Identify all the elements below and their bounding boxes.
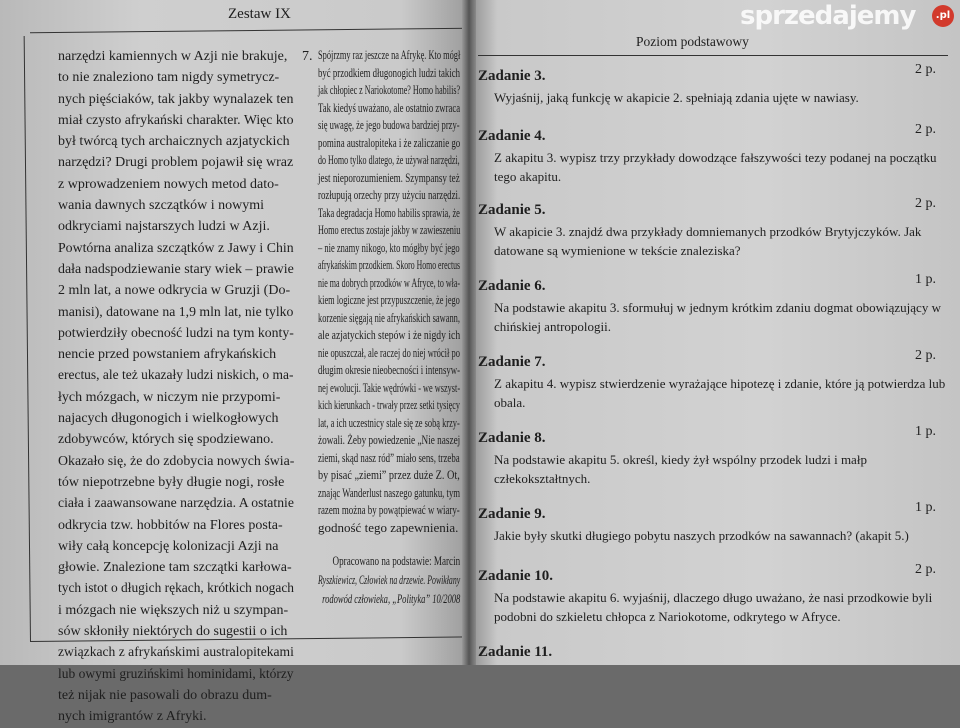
task-title: Zadanie 9.: [478, 506, 546, 522]
task-points: 2 p.: [915, 62, 936, 77]
task-text: Na podstawie akapitu 6. wyjaśnij, dlaczego długo uważano, że nasi przodkowie byli podobni do szkieletu chłopca z Nariokotome, odkrytego w Afryce.: [494, 590, 933, 624]
text-line: być przodkiem długonogich ludzi takich: [318, 64, 461, 80]
text-line: związkach z afrykańskimi australopitekami: [58, 645, 294, 661]
task-title: Zadanie 3.: [478, 68, 546, 84]
attribution-line: Opracowano na podstawie: Marcin: [332, 554, 461, 568]
text-line: zdobywców, których się spodziewano.: [58, 432, 274, 448]
task-3: [478, 62, 950, 107]
task-text: W akapicie 3. znajdź dwa przykłady domniemanych przodków Brytyjczyków. Jak datowane są wymienione w tekście znaleziska?: [494, 224, 922, 258]
text-line: dała nadspodziewanie stary wiek – prawie: [58, 261, 294, 277]
task-points: 2 p.: [915, 348, 936, 363]
task-points: 2 p.: [915, 122, 936, 137]
text-line: Okazało się, że do zdobycia nowych świa-: [58, 453, 295, 469]
text-column-1: [58, 46, 294, 728]
text-line: odkrycia tzw. hobbitów na Flores posta-: [58, 517, 283, 533]
attribution-line: rodowód człowieka, „Polityka” 10/2008: [322, 592, 461, 606]
text-line: miał czysto afrykański charakter. Więc kto: [58, 112, 294, 128]
text-line: rozłupują orzechy przy użyciu narzędzi.: [318, 187, 461, 202]
text-line: Powtórna analiza szczątków z Jawy i Chin: [58, 240, 294, 256]
text-line: lat, a ich uczestnicy stale się ze sobą krzy-: [318, 414, 460, 430]
text-line: nych pięściaków, tak jakby wynalazek ten: [58, 91, 294, 107]
text-line: nych imigrantów z Afryki.: [58, 709, 207, 725]
task-text: Wyjaśnij, jaką funkcję w akapicie 2. spełniają zdania ujęte w nawiasy.: [494, 90, 859, 105]
task-title: Zadanie 4.: [478, 128, 546, 144]
text-line: godność tego zapewnienia.: [318, 519, 459, 535]
text-line: nencie przed powstaniem afrykańskich: [58, 347, 277, 363]
task-4: [478, 122, 950, 186]
text-line: Taka degradacja Homo habilis sprawia, że: [318, 204, 460, 220]
text-line: tych istot o długich rękach, krótkich nogach: [58, 581, 295, 597]
text-line: erectus, ale też ukazały ludzi niskich, o ma-: [58, 368, 294, 384]
text-line: 2 mln lat, a nowe odkrycia w Gruzji (Do-: [58, 283, 291, 299]
text-line: nie opuszczał, ale raczej do niej wrócił po: [318, 344, 460, 360]
text-line: się uwagę, że jego budowa bardziej przy-: [318, 117, 460, 132]
text-column-2: [318, 46, 460, 609]
left-page: [0, 0, 472, 725]
text-line: ciała i zaawansowane narzędzia. A ostatnie: [58, 496, 294, 512]
text-line: z wprowadzeniem nowych metod dato-: [58, 176, 279, 192]
paragraph-number: 7.: [302, 49, 313, 64]
text-line: głowie. Znalezione tam szczątki karłowa-: [58, 560, 292, 576]
text-line: wiły całą koncepcję kolonizacji Azji na: [58, 538, 279, 554]
task-points: 1 p.: [915, 424, 936, 439]
task-points: 1 p.: [915, 272, 936, 287]
task-title: Zadanie 7.: [478, 354, 546, 370]
text-line: narzędzi kamiennych w Azji nie brakuje,: [58, 49, 288, 64]
text-line: Tak kiedyś uważano, ale ostatnio zwraca: [318, 99, 461, 115]
text-line: ale azjatyckich stepów i że nigdy ich: [318, 327, 461, 342]
attribution-line: Ryszkiewicz, Człowiek na drzewie. Powikłany: [318, 573, 461, 587]
task-title: Zadanie 6.: [478, 278, 546, 294]
watermark: sprzedajemy: [740, 1, 916, 31]
task-title: Zadanie 8.: [478, 430, 546, 446]
task-text: Na podstawie akapitu 5. określ, kiedy żył wspólny przodek ludzi i małp człekokształtnych.: [494, 452, 867, 486]
text-line: to nie znaleziono tam nigdy symetrycz-: [58, 70, 280, 86]
text-line: razem można by powątpiewać w wiary-: [318, 502, 460, 517]
text-line: potwierdziły obecność ludzi na tym konty-: [58, 325, 294, 341]
text-line: długim okresie nieobecności i intensyw-: [318, 362, 461, 377]
text-line: pomina australopiteka i że zaliczanie go: [318, 134, 461, 150]
task-9: [478, 500, 950, 545]
task-10: [478, 562, 950, 626]
task-points: 1 p.: [915, 500, 936, 515]
task-text: Jakie były skutki długiego pobytu naszych przodków na sawannach? (akapit 5.): [494, 528, 909, 543]
task-11: [478, 644, 950, 661]
right-page-header: Poziom podstawowy: [636, 34, 749, 49]
attribution: [318, 552, 460, 609]
task-text: Na podstawie akapitu 3. sformułuj w jednym krótkim zdaniu dogmat obowiązujący w chińskiej antropologii.: [494, 300, 941, 334]
text-line: – nie znamy nikogo, kto mógłby być jego: [318, 239, 460, 255]
text-line: wania dawnych szczątków i nowymi: [58, 198, 265, 214]
text-line: odkryciami najstarszych ludzi w Azji.: [58, 219, 270, 235]
task-8: [478, 424, 950, 488]
task-text: Z akapitu 4. wypisz stwierdzenie wyrażające hipotezę i zdanie, które ją potwierdza lub obala.: [494, 376, 946, 410]
text-line: kich kierunkach - trwały przez setki tysięcy: [318, 397, 460, 412]
task-points: 2 p.: [915, 196, 936, 211]
task-5: [478, 196, 950, 260]
text-line: sów skłoniły niektórych do sugestii o ich: [58, 624, 288, 640]
text-line: nie ma dobrych przodków w Afryce, to wła-: [318, 274, 461, 290]
text-line: też nijak nie pasowali do obrazu dum-: [58, 687, 272, 703]
text-line: żowali. Żeby powiedzenie „Nie naszej: [318, 432, 461, 447]
text-line: najacych długonogich i wielkogłowych: [58, 411, 279, 427]
watermark-badge: .pl: [932, 5, 954, 27]
text-line: narzędzi? Drugi problem pojawił się wraz: [58, 155, 294, 171]
text-line: do Homo tylko dlatego, że używał narzędzi,: [318, 152, 460, 167]
text-line: jak chłopiec z Nariokotome? Homo habilis?: [318, 82, 461, 97]
text-line: lub owymi gruzińskimi hominidami, którzy: [58, 666, 294, 682]
book-spine: [462, 0, 476, 665]
text-line: tów niepotrzebne były długie nogi, rosłe: [58, 474, 285, 490]
text-line: Spójrzmy raz jeszcze na Afrykę. Kto mógł: [318, 47, 461, 62]
text-line: ziemi, skąd nasz ród” miało sens, trzeba: [318, 449, 460, 465]
task-7: [478, 348, 950, 412]
task-text: Z akapitu 3. wypisz trzy przykłady dowodzące fałszywości tezy podanej na początku tego akapitu.: [494, 150, 937, 184]
left-page-header: Zestaw IX: [228, 6, 291, 22]
text-line: jest nieporozumieniem. Szympansy też: [318, 169, 460, 185]
text-line: był twórcą tych archaicznych azjatyckich: [58, 134, 290, 150]
task-title: Zadanie 11.: [478, 644, 553, 660]
text-line: afrykańskim przodkiem. Skoro Homo erectus: [318, 257, 461, 272]
text-line: nej ewolucji. Takie wędrówki - we wszyst-: [318, 379, 461, 395]
task-points: 2 p.: [915, 562, 936, 577]
text-line: kiem logiczne jest przypuszczenie, że jego: [318, 292, 460, 307]
text-line: i mózgach nie większych niż u szympan-: [58, 602, 289, 618]
task-6: [478, 272, 950, 336]
text-line: by pisać „ziemi” przez duże Z. Ot,: [318, 467, 460, 482]
text-line: Homo erectus zostaje jakby w zawieszeniu: [318, 222, 461, 237]
text-line: manisi), datowane na 1,9 mln lat, nie tylko: [58, 304, 294, 320]
text-line: korzenie sięgają nie afrykańskich sawann,: [318, 309, 460, 325]
task-title: Zadanie 10.: [478, 568, 554, 584]
text-line: znając Wanderlust naszego gatunku, tym: [318, 484, 461, 500]
text-line: łych mózgach, w niczym nie przypomi-: [58, 389, 281, 405]
task-title: Zadanie 5.: [478, 202, 546, 218]
header-rule: [478, 55, 948, 56]
